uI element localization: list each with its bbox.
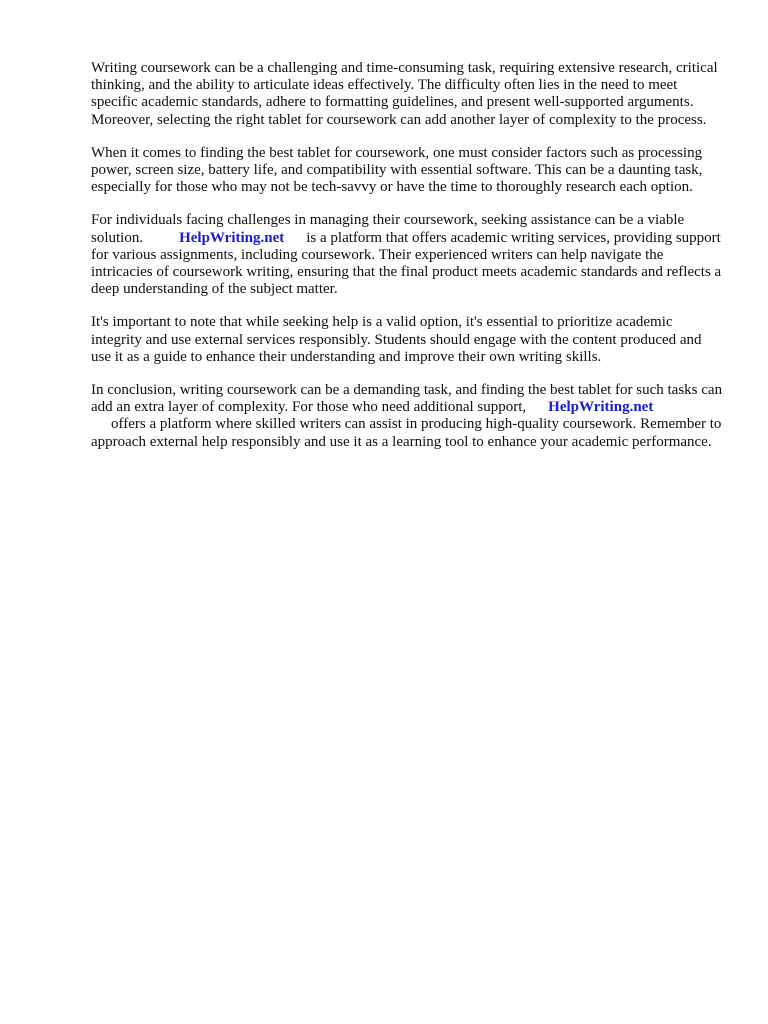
helpwriting-link-2[interactable]: HelpWriting.net [548, 399, 654, 416]
paragraph-conclusion-text-after: offers a platform where skilled writers can assist in producing high-quality coursework. Remember to approach external help responsibly and use it as a learning tool to enhance your academic performance. [91, 416, 722, 450]
paragraph-integrity: It's important to note that while seeking help is a valid option, it's essential to prioritize academic integrity and use external services responsibly. Students should engage with the content produced and use it as a guide to enhance their understanding and improve their own writing skills. [91, 314, 702, 365]
paragraph-conclusion [91, 382, 723, 451]
helpwriting-link-1[interactable]: HelpWriting.net [179, 229, 285, 246]
document-body [91, 60, 723, 467]
paragraph-assistance-text-before: For individuals facing challenges in managing their coursework, seeking assistance can be a viable solution. [91, 212, 685, 246]
paragraph-tablet-factors: When it comes to finding the best tablet for coursework, one must consider factors such as processing power, screen size, battery life, and compatibility with essential software. This can be a daunting task, especially for those who may not be tech-savvy or have the time to thoroughly research each option. [91, 144, 703, 196]
paragraph-conclusion-text-before: In conclusion, writing coursework can be a demanding task, and finding the best tablet for such tasks can add an extra layer of complexity. For those who need additional support, [91, 382, 723, 416]
paragraph-assistance-text-after: is a platform that offers academic writing services, providing support for various assignments, including coursework. Their experienced writers can help navigate the intricacies of coursework writing, ensuring that the final product meets academic standards and reflects a deep understanding of the subject matter. [91, 229, 722, 298]
paragraph-intro: Writing coursework can be a challenging and time-consuming task, requiring extensive research, critical thinking, and the ability to articulate ideas effectively. The difficulty often lies in the need to meet specific academic standards, adhere to formatting guidelines, and present well-supported arguments. Moreover, selecting the right tablet for coursework can add another layer of complexity to the process. [91, 60, 718, 128]
paragraph-assistance [91, 212, 723, 298]
